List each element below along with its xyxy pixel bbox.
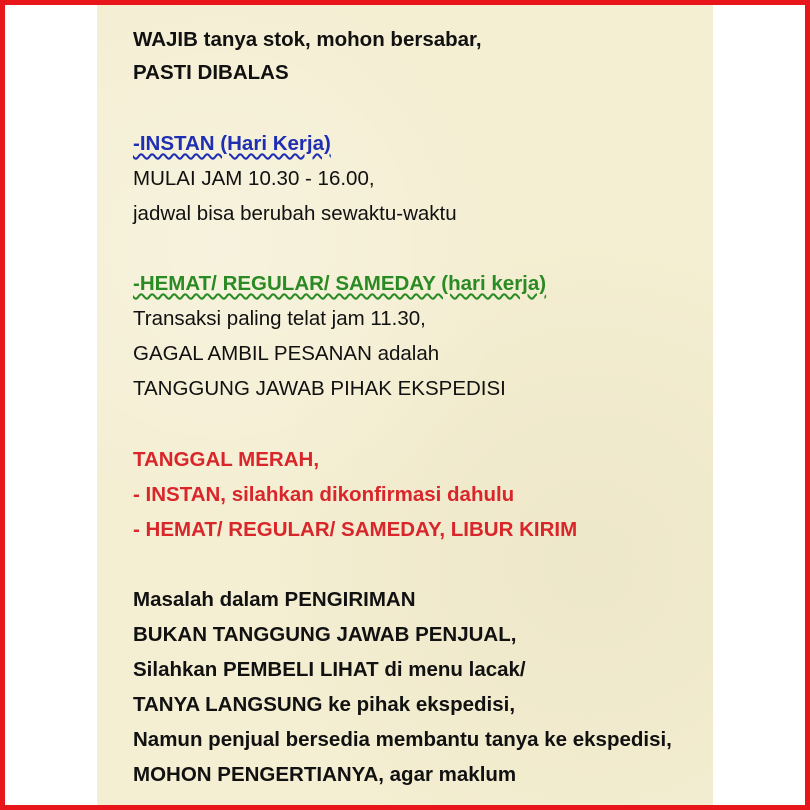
instan-line-1: MULAI JAM 10.30 - 16.00,: [133, 167, 375, 190]
regular-line-3: TANGGUNG JAWAB PIHAK EKSPEDISI: [133, 377, 506, 400]
problems-line-1: Masalah dalam PENGIRIMAN: [133, 588, 416, 611]
regular-line-1: Transaksi paling telat jam 11.30,: [133, 307, 426, 330]
regular-heading: -HEMAT/ REGULAR/ SAMEDAY (hari kerja): [133, 272, 547, 295]
holiday-line-1: - INSTAN, silahkan dikonfirmasi dahulu: [133, 483, 515, 506]
regular-line-2: GAGAL AMBIL PESANAN adalah: [133, 342, 440, 365]
instan-heading: -INSTAN (Hari Kerja): [133, 132, 331, 155]
problems-line-2: BUKAN TANGGUNG JAWAB PENJUAL,: [133, 623, 517, 646]
parchment-background: [97, 5, 713, 805]
holiday-line-2: - HEMAT/ REGULAR/ SAMEDAY, LIBUR KIRIM: [133, 518, 578, 541]
stock-notice-line-2: PASTI DIBALAS: [133, 61, 289, 84]
problems-line-3: Silahkan PEMBELI LIHAT di menu lacak/: [133, 658, 526, 681]
instan-line-2: jadwal bisa berubah sewaktu-waktu: [133, 202, 457, 225]
problems-line-5: Namun penjual bersedia membantu tanya ke ekspedisi,: [133, 728, 672, 751]
holiday-heading: TANGGAL MERAH,: [133, 448, 320, 471]
problems-line-4: TANYA LANGSUNG ke pihak ekspedisi,: [133, 693, 516, 716]
stock-notice-line-1: WAJIB tanya stok, mohon bersabar,: [133, 28, 482, 51]
problems-line-6: MOHON PENGERTIANYA, agar maklum: [133, 763, 517, 786]
